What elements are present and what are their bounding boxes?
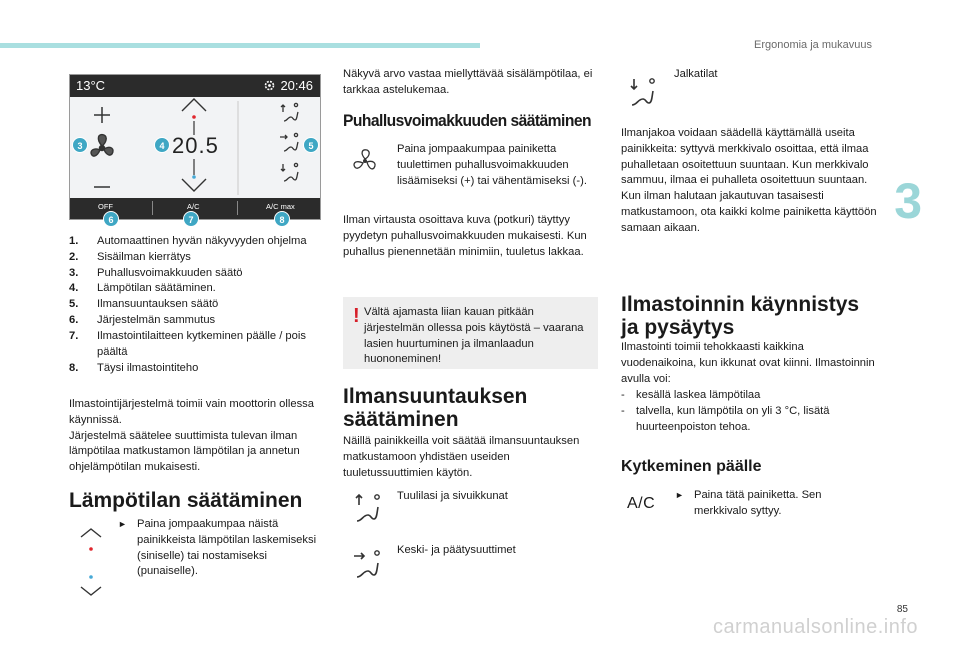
air-center-icon [353,548,383,580]
direction-text-2: Ilmanjakoa voidaan säädellä käyttämällä useita painikkeita: syttyvä merkkivalo osoittaa, että ilmaa puhalletaan osoitettuun suuntaan. Kun merkkivalo sammuu, ilmaa ei puhalleta osoitettuun suuntaan. Kun ilman halutaan jakautuvan tasaisesti matkustamoon, ota kaikki kolme painiketta käyttöön samaan aikaan. [621,127,877,234]
ac-button[interactable]: A/C [187,202,200,211]
fan-plus-icon [94,107,110,123]
list-item: 6. Järjestelmän sammutus [69,313,216,326]
warning-text: Vältä ajamasta liian kauan pitkään järjestelmän ollessa pois käytöstä – vaarana lasien huurtuminen ja ilmanlaadun huononeminen! [364,306,584,366]
outside-temperature: 13°C [76,78,106,93]
ac-label-icon: A/C [627,495,656,512]
switch-on-instruction: ► Paina tätä painiketta. Sen merkkivalo syttyy. [675,489,822,517]
list-item: 7. Ilmastointilaitteen kytkeminen päälle / pois päältä [69,329,306,358]
air-center-icon [280,133,298,151]
fan-heading: Puhallusvoimakkuuden säätäminen [343,111,591,130]
arrow-bullet-icon: ► [675,490,684,500]
watermark: carmanualsonline.info [712,616,918,638]
callout-7: 7 [183,211,199,227]
header-bar [0,43,480,48]
arrow-bullet-icon: ► [118,519,127,529]
fan-icon [352,148,378,174]
callout-3: 3 [72,137,88,153]
temp-down-icon [182,179,206,191]
option-windscreen: Tuulilasi ja sivuikkunat [397,490,508,502]
direction-text: Näillä painikkeilla voit säätää ilmansuuntauksen matkustamoon yhdistäen useiden tuuletussuuttimien käytön. [343,435,580,479]
temperature-instruction: ► Paina jompaakumpaa näistä painikkeista lämpötilan laskemiseksi (siniselle) tai nostamiseksi (punaiselle). [118,518,317,578]
list-item: 5. Ilmansuuntauksen säätö [69,298,219,311]
direction-heading: Ilmansuuntauksen säätäminen [343,385,528,431]
ac-heading: Ilmastoinnin käynnistys ja pysäytys [621,293,860,339]
list-item: - talvella, kun lämpötila on yli 3 °C, lisätä huurteenpoiston tehoa. [621,404,830,433]
temperature-buttons-icon [78,527,104,597]
air-windscreen-icon [353,493,383,525]
air-feet-icon [281,163,298,181]
temperature-heading: Lämpötilan säätäminen [69,489,303,512]
list-item: 1. Automaattinen hyvän näkyvyyden ohjelma [69,235,307,247]
temp-up-red-dot [192,115,196,119]
switch-on-heading: Kytkeminen päälle [621,458,762,475]
legend-list [69,234,331,377]
fan-description: Ilman virtausta osoittava kuva (potkuri) täyttyy pyydetyn puhallusvoimakkuuden mukaisesti. Kun puhallus pienennetään minimiin, tuuletus lakkaa. [343,214,587,258]
option-feet: Jalkatilat [674,68,718,80]
callout-6: 6 [103,211,119,227]
callout-4: 4 [154,137,170,153]
fan-icon [91,135,113,157]
ac-max-button[interactable]: A/C max [266,202,295,211]
air-feet-icon [628,77,658,109]
middle-top-text: Näkyvä arvo vastaa miellyttävää sisälämpötilaa, ei tarkkaa astelukemaa. [343,68,593,96]
warning-note [343,297,598,369]
section-title: Ergonomia ja mukavuus [753,39,872,51]
callout-8: 8 [274,211,290,227]
list-item: 8. Täysi ilmastointiteho [69,362,199,375]
climate-screen-illustration [69,74,321,220]
chapter-number: 3 [894,173,922,229]
temp-down-blue-dot [192,175,196,179]
temp-up-icon [182,99,206,111]
callout-5: 5 [303,137,319,153]
set-temperature-display: 20.5 [172,133,219,158]
ac-text: Ilmastointi toimii tehokkaasti kaikkina vuodenaikoina, kun ikkunat ovat kiinni. Ilmastoinnin avulla voi: [621,341,875,385]
warning-icon: ! [353,305,360,327]
clock-time: 20:46 [280,78,313,93]
fan-instruction: Paina jompaakumpaa painiketta tuulettimen puhallusvoimakkuuden lisäämiseksi (+) tai vähentämiseksi (-). [397,143,587,187]
page-number: 85 [896,604,908,615]
list-item: - kesällä laskea lämpötilaa [621,389,761,401]
left-intro-text: Ilmastointijärjestelmä toimii vain moottorin ollessa käynnissä. Järjestelmä säätelee suuttimista tulevan ilman lämpötilaa matkustamon lämpötilan ja annetun ohjelämpötilan mukaisesti. [69,398,314,474]
list-item: 4. Lämpötilan säätäminen. [69,282,216,295]
air-windscreen-icon [281,103,298,121]
list-item: 3. Puhallusvoimakkuuden säätö [69,266,243,279]
list-item: 2. Sisäilman kierrätys [69,250,191,263]
off-button[interactable]: OFF [98,202,113,211]
ac-list [621,388,877,435]
option-center: Keski- ja päätysuuttimet [397,544,516,556]
